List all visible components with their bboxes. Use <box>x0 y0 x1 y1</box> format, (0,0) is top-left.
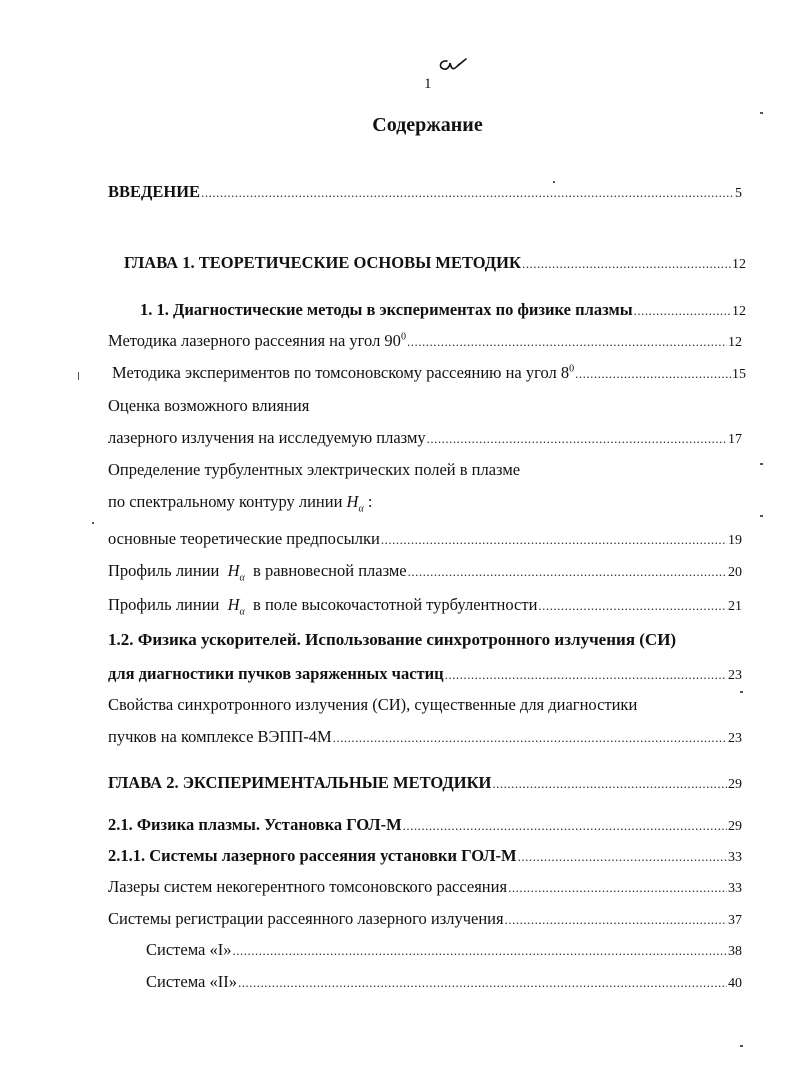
toc-entry-label: 2.1.1. Системы лазерного рассеяния установки ГОЛ-М <box>108 846 517 865</box>
toc-entry-turbulence-theory[interactable] <box>108 529 742 549</box>
toc-entry-method-8[interactable] <box>112 363 746 383</box>
page-title: Содержание <box>372 114 483 136</box>
leader-dots <box>445 667 727 683</box>
leader-dots <box>508 880 727 896</box>
toc-entry-label: для диагностики пучков заряженных частиц <box>108 664 444 683</box>
scan-speck <box>760 112 763 114</box>
leader-dots <box>522 256 731 272</box>
toc-entry-page: 33 <box>728 850 742 865</box>
toc-entry-line: 1.2. Физика ускорителей. Использование синхротронного излучения (СИ) <box>108 630 677 649</box>
toc-entry-label: Система «II» <box>146 972 237 991</box>
toc-entry-label: Методика лазерного рассеяния на угол $90^0$ <box>108 331 406 350</box>
toc-entry-page: 38 <box>728 944 742 959</box>
toc-entry-page: 33 <box>728 881 742 896</box>
leader-dots <box>505 912 727 928</box>
toc-entry-label: Система «I» <box>146 940 232 959</box>
toc-entry-page: 5 <box>735 186 742 201</box>
toc-entry-section-1-1[interactable] <box>140 300 746 320</box>
toc-entry-page: 15 <box>732 367 746 382</box>
leader-dots <box>333 730 727 746</box>
toc-entry-page: 20 <box>728 565 742 580</box>
leader-dots <box>575 366 731 382</box>
toc-entry-label: Лазеры систем некогерентного томсоновского рассеяния <box>108 877 508 896</box>
toc-entry-line: Свойства синхротронного излучения (СИ), существенные для диагностики <box>108 695 638 714</box>
toc-entry-label: Профиль линии $H_\alpha$ в равновесной плазме <box>108 561 407 584</box>
toc-entry-lasers[interactable] <box>108 877 742 897</box>
scan-speck <box>553 181 555 183</box>
scan-speck <box>78 372 79 380</box>
leader-dots <box>238 975 727 991</box>
toc-entry-label: пучков на комплексе ВЭПП-4М <box>108 727 332 746</box>
toc-entry-chapter-1[interactable] <box>124 253 746 273</box>
toc-entry-system-ii[interactable] <box>146 972 742 992</box>
toc-entry-sr-properties[interactable] <box>108 727 742 747</box>
toc-entry-label: Методика экспериментов по томсоновскому рассеянию на угол $8^0$ <box>112 363 575 382</box>
toc-entry-page: 37 <box>728 913 742 928</box>
toc-entry-system-i[interactable] <box>146 940 742 960</box>
toc-entry-page: 12 <box>732 304 746 319</box>
toc-entry-page: 12 <box>732 257 746 272</box>
toc-entry-intro[interactable] <box>108 182 742 202</box>
leader-dots <box>634 303 731 319</box>
toc-entry-line: по спектральному контуру линии $H_\alpha$ : <box>108 492 373 515</box>
toc-entry-method-90[interactable] <box>108 331 742 351</box>
toc-entry-profile-turbulence[interactable] <box>108 595 742 617</box>
scan-speck <box>760 515 763 517</box>
toc-entry-line: Оценка возможного влияния <box>108 396 310 415</box>
toc-entry-chapter-2[interactable] <box>108 773 742 793</box>
toc-entry-page: 29 <box>728 819 742 834</box>
toc-entry-label: 2.1. Физика плазмы. Установка ГОЛ-М <box>108 815 402 834</box>
toc-entry-label: ВВЕДЕНИЕ <box>108 182 201 201</box>
toc-entry-profile-equilibrium[interactable] <box>108 561 742 583</box>
leader-dots <box>232 943 727 959</box>
leader-dots <box>408 564 727 580</box>
toc-entry-label: 1. 1. Диагностические методы в экспериментах по физике плазмы <box>140 300 633 319</box>
toc-entry-label: ГЛАВА 1. ТЕОРЕТИЧЕСКИЕ ОСНОВЫ МЕТОДИК <box>124 253 521 272</box>
toc-entry-line: Определение турбулентных электрических полей в плазме <box>108 460 521 479</box>
toc-entry-section-2-1-1[interactable] <box>108 846 742 866</box>
toc-entry-page: 29 <box>728 777 742 792</box>
toc-entry-page: 21 <box>728 599 742 614</box>
toc-entry-section-1-2[interactable] <box>108 664 742 684</box>
toc-entry-label: основные теоретические предпосылки <box>108 529 380 548</box>
leader-dots <box>427 431 727 447</box>
toc-entry-page: 23 <box>728 731 742 746</box>
toc-entry-page: 23 <box>728 668 742 683</box>
toc-entry-page: 12 <box>728 335 742 350</box>
scan-speck <box>92 522 94 524</box>
leader-dots <box>407 334 727 350</box>
toc-entry-registration-systems[interactable] <box>108 909 742 929</box>
leader-dots <box>403 818 727 834</box>
toc-entry-label: ГЛАВА 2. ЭКСПЕРИМЕНТАЛЬНЫЕ МЕТОДИКИ <box>108 773 492 792</box>
toc-entry-laser-influence[interactable] <box>108 428 742 448</box>
scan-speck <box>760 463 763 465</box>
toc-entry-page: 19 <box>728 533 742 548</box>
leader-dots <box>381 532 727 548</box>
leader-dots <box>492 776 727 792</box>
toc-entry-label: Системы регистрации рассеянного лазерного излучения <box>108 909 504 928</box>
page-number: 1 <box>424 76 432 92</box>
toc-entry-page: 40 <box>728 976 742 991</box>
leader-dots <box>201 185 734 201</box>
scan-speck <box>740 691 743 693</box>
toc-entry-label: Профиль линии $H_\alpha$ в поле высокочастотной турбулентности <box>108 595 538 618</box>
toc-entry-label: лазерного излучения на исследуемую плазму <box>108 428 426 447</box>
scan-speck <box>740 1045 743 1047</box>
toc-entry-section-2-1[interactable] <box>108 815 742 835</box>
leader-dots <box>518 849 727 865</box>
toc-entry-page: 17 <box>728 432 742 447</box>
leader-dots <box>538 598 727 614</box>
